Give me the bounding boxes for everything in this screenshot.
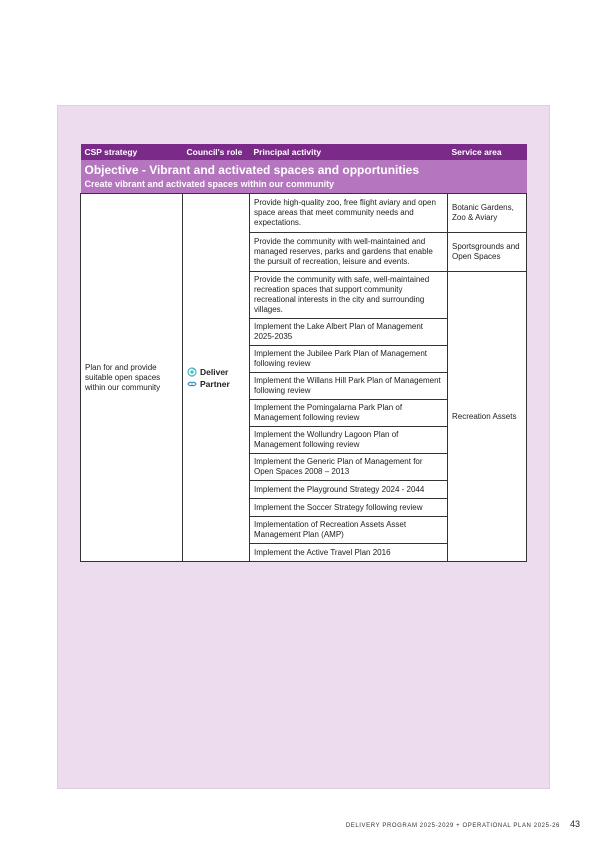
csp-strategy-cell: Plan for and provide suitable open spaces within our community: [81, 194, 183, 562]
table-row: [81, 194, 527, 233]
table-header-row: [81, 144, 527, 160]
role-partner: [187, 378, 245, 390]
objective-cell: [81, 160, 527, 194]
activity-cell: Implement the Wollundry Lagoon Plan of Management following review: [250, 427, 448, 454]
objective-subtitle: Create vibrant and activated spaces within our community: [84, 179, 335, 189]
activity-cell: Implement the Soccer Strategy following review: [250, 499, 448, 517]
activity-cell: Implementation of Recreation Assets Asset Management Plan (AMP): [250, 517, 448, 544]
objective-row: [81, 160, 527, 194]
activity-cell: Implement the Jubilee Park Plan of Management following review: [250, 346, 448, 373]
operational-plan-table: [80, 144, 527, 562]
page-number: 43: [569, 819, 580, 829]
header-service-area: Service area: [448, 144, 527, 160]
service-area-cell: Sportsgrounds and Open Spaces: [448, 233, 527, 272]
role-deliver-label: Deliver: [200, 366, 229, 377]
role-deliver: [187, 366, 245, 378]
service-area-cell: Recreation Assets: [448, 272, 527, 562]
activity-cell: Implement the Active Travel Plan 2016: [250, 544, 448, 562]
objective-title: Objective - Vibrant and activated spaces and opportunities: [84, 163, 420, 177]
footer-document-title: DELIVERY PROGRAM 2025-2029 + OPERATIONAL PLAN 2025-26: [345, 823, 560, 829]
activity-cell: Provide high-quality zoo, free flight aviary and open space areas that meet community needs and expectations.: [250, 194, 448, 233]
service-area-cell: Botanic Gardens, Zoo & Aviary: [448, 194, 527, 233]
activity-cell: Provide the community with safe, well-maintained recreation spaces that support community recreational interests in the city and surrounding villages.: [250, 272, 448, 319]
activity-cell: Implement the Lake Albert Plan of Management 2025-2035: [250, 319, 448, 346]
activity-cell: Provide the community with well-maintained and managed reserves, parks and gardens that enable the pursuit of recreation, leisure and events.: [250, 233, 448, 272]
header-csp-strategy: CSP strategy: [81, 144, 183, 160]
role-partner-label: Partner: [200, 378, 230, 389]
header-councils-role: Council's role: [183, 144, 250, 160]
header-principal-activity: Principal activity: [250, 144, 448, 160]
activity-cell: Implement the Pomingalarna Park Plan of Management following review: [250, 400, 448, 427]
council-role-cell: [183, 194, 250, 562]
partner-icon: [187, 379, 197, 389]
deliver-icon: [187, 367, 197, 377]
activity-cell: Implement the Generic Plan of Management for Open Spaces 2008 – 2013: [250, 454, 448, 481]
activity-cell: Implement the Willans Hill Park Plan of Management following review: [250, 373, 448, 400]
activity-cell: Implement the Playground Strategy 2024 - 2044: [250, 481, 448, 499]
page-footer: [330, 819, 580, 829]
